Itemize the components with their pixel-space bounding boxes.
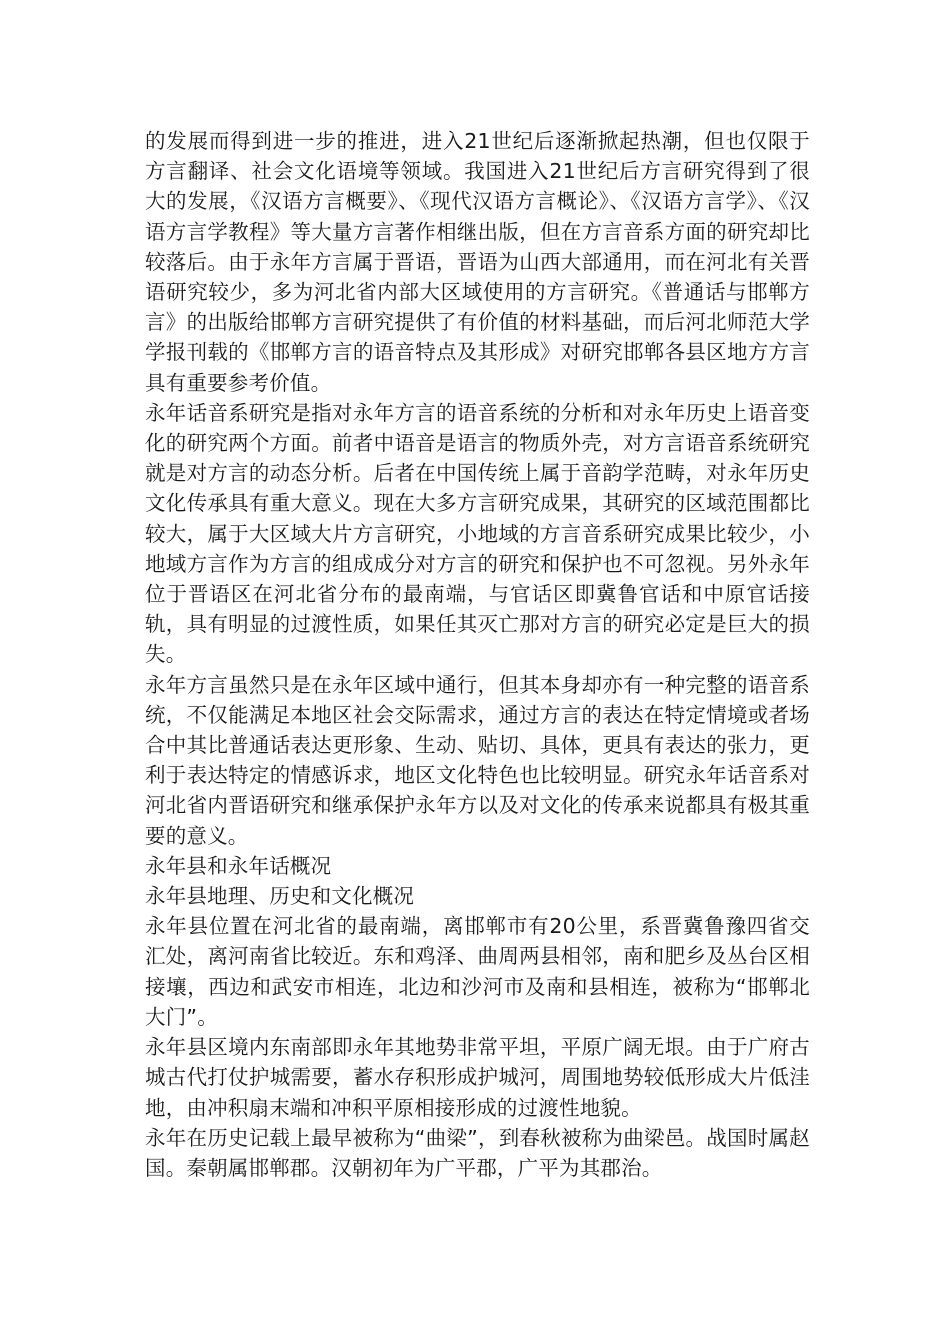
document-body — [145, 126, 810, 1183]
paragraph-research-significance: 永年话音系研究是指对永年方言的语音系统的分析和对永年历史上语音变化的研究两个方面。前者中语音是语言的物质外壳，对方言语音系统研究就是对方言的动态分析。后者在中国传统上属于音韵学范畴，对永年历史文化传承具有重大意义。现在大多方言研究成果，其研究的区域范围都比较大，属于大区域大片方言研究，小地域的方言音系研究成果比较少，小地域方言作为方言的组成成分对方言的研究和保护也不可忽视。另外永年位于晋语区在河北省分布的最南端，与官话区即冀鲁官话和中原官话接轨，具有明显的过渡性质，如果任其灭亡那对方言的研究必定是巨大的损失。 — [145, 400, 810, 667]
paragraph-geography-terrain: 永年县区境内东南部即永年其地势非常平坦，平原广阔无垠。由于广府古城古代打仗护城需要，蓄水存积形成护城河，周围地势较低形成大片低洼地，由冲积扇末端和冲积平原相接形成的过渡性地貌。 — [145, 1035, 810, 1120]
paragraph-geography-location: 永年县位置在河北省的最南端，离邯郸市有20公里，系晋冀鲁豫四省交汇处，离河南省比较近。东和鸡泽、曲周两县相邻，南和肥乡及丛台区相接壤，西边和武安市相连，北边和沙河市及南和县相连，被称为“邯郸北大门”。 — [145, 914, 810, 1029]
subsection-heading: 永年县地理、历史和文化概况 — [145, 884, 415, 909]
paragraph-research-background: 的发展而得到进一步的推进，进入21世纪后逐渐掀起热潮，但也仅限于方言翻译、社会文化语境等领域。我国进入21世纪后方言研究得到了很大的发展，《汉语方言概要》、《现代汉语方言概论》、《汉语方言学》、《汉语方言学教程》等大量方言著作相继出版，但在方言音系方面的研究却比较落后。由于永年方言属于晋语，晋语为山西大部通用，而在河北有关晋语研究较少，多为河北省内部大区域使用的方言研究。《普通话与邯郸方言》的出版给邯郸方言研究提供了有价值的材料基础，而后河北师范大学学报刊载的《邯郸方言的语音特点及其形成》对研究邯郸各县区地方方言具有重要参考价值。 — [145, 129, 810, 395]
section-heading: 永年县和永年话概况 — [145, 853, 332, 878]
paragraph-dialect-value: 永年方言虽然只是在永年区域中通行，但其本身却亦有一种完整的语音系统，不仅能满足本地区社会交际需求，通过方言的表达在特定情境或者场合中其比普通话表达更形象、生动、贴切、具体，更具有表达的张力，更利于表达特定的情感诉求，地区文化特色也比较明显。研究永年话音系对河北省内晋语研究和继承保护永年方以及对文化的传承来说都具有极其重要的意义。 — [145, 672, 810, 848]
paragraph-history: 永年在历史记载上最早被称为“曲梁”，到春秋被称为曲梁邑。战国时属赵国。秦朝属邯郸郡。汉朝初年为广平郡，广平为其郡治。 — [145, 1125, 810, 1180]
